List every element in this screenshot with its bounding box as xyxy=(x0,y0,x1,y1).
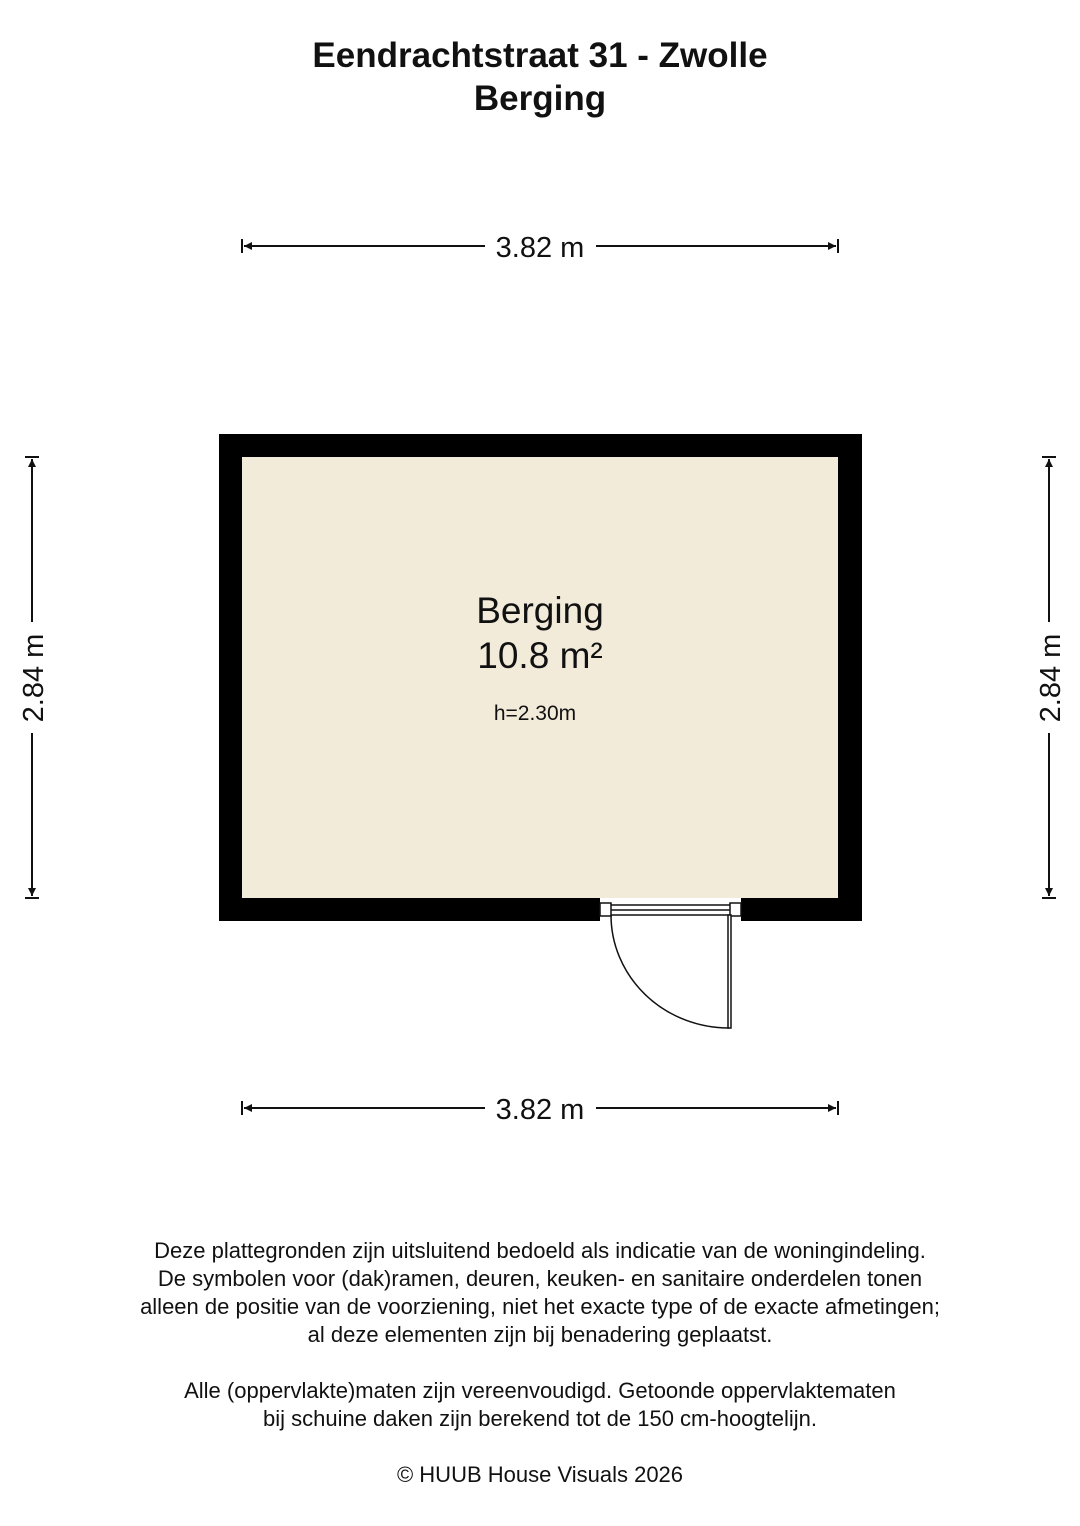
disclaimer-line: alleen de positie van de voorziening, niet het exacte type of de exacte afmetingen; xyxy=(140,1294,940,1319)
disclaimer-line: De symbolen voor (dak)ramen, deuren, keuken- en sanitaire onderdelen tonen xyxy=(157,1266,923,1291)
wall-bottom-left xyxy=(219,898,600,921)
dimension-left xyxy=(18,457,50,898)
disclaimer-line: al deze elementen zijn bij benadering geplaatst. xyxy=(307,1322,773,1347)
disclaimer-paragraph-2 xyxy=(0,1377,1080,1433)
disclaimer-line: bij schuine daken zijn berekend tot de 150 cm-hoogtelijn. xyxy=(262,1406,818,1431)
disclaimer-line: Alle (oppervlakte)maten zijn vereenvoudigd. Getoonde oppervlaktematen xyxy=(184,1378,896,1403)
dimension-top xyxy=(242,232,838,264)
disclaimer-line: Deze plattegronden zijn uitsluitend bedoeld als indicatie van de woningindeling. xyxy=(154,1238,926,1263)
wall-top xyxy=(219,434,862,457)
door-swing-arc xyxy=(611,915,729,1028)
door-frame-left xyxy=(600,903,611,916)
dimension-right xyxy=(1035,457,1067,898)
wall-right xyxy=(838,434,862,921)
page-title: Eendrachtstraat 31 - Zwolle xyxy=(312,36,768,75)
dimension-bottom-label: 3.82 m xyxy=(495,1094,585,1126)
disclaimer-paragraph-1 xyxy=(0,1237,1080,1349)
door-leaf xyxy=(728,915,731,1028)
dimension-right-label: 2.84 m xyxy=(1035,633,1067,723)
room-area: 10.8 m² xyxy=(477,635,603,676)
wall-left xyxy=(219,434,242,921)
dimension-bottom xyxy=(242,1094,838,1126)
door-frame-right xyxy=(730,903,741,916)
page-subtitle: Berging xyxy=(473,79,607,118)
door xyxy=(600,903,741,1028)
room-name: Berging xyxy=(476,590,604,631)
room-height: h=2.30m xyxy=(493,702,577,725)
room-floor xyxy=(242,457,838,898)
dimension-top-label: 3.82 m xyxy=(495,232,585,264)
copyright-notice: © HUUB House Visuals 2026 xyxy=(396,1462,684,1487)
wall-bottom-right xyxy=(741,898,862,921)
dimension-left-label: 2.84 m xyxy=(18,633,50,723)
